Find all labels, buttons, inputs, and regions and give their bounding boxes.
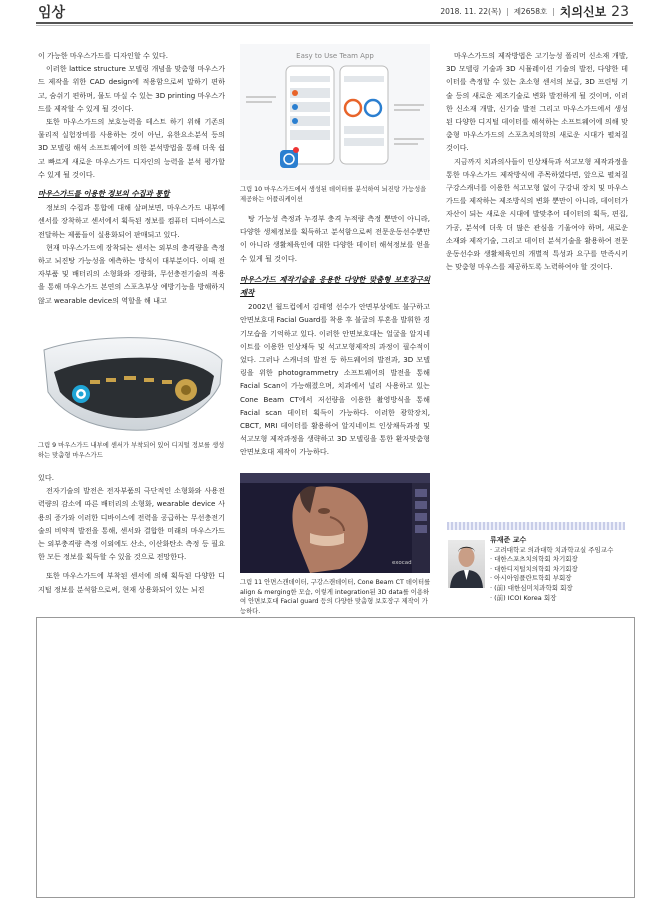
section-title: 임상 (38, 5, 66, 21)
page-number: 23 (611, 3, 629, 20)
author-credential: · (前) ICOI Korea 회장 (490, 593, 557, 602)
masthead (440, 3, 629, 20)
author-divider (447, 522, 625, 530)
app-title: Easy to Use Team App (296, 52, 374, 60)
separator: | (552, 7, 555, 16)
author-credential: · (前) 대한심미치과학회 회장 (490, 583, 573, 592)
column-3-text (446, 49, 628, 273)
author-info (490, 536, 613, 603)
paragraph: 탕 가능성 측정과 누경부 충격 누적량 측정 뿐만이 아니라, 다양한 생체정보를 획득하고 분석함으로써 전문운동선수뿐만이 아니라 생활체육인에 대한 다양한 데이터 해석정보를 얻을 수 있게 될 것이다. (240, 214, 430, 263)
author-credential: · 아시아임플란트학회 부회장 (490, 574, 572, 583)
software-logo: exocad (392, 560, 412, 566)
author-photo (448, 540, 485, 588)
figure-11-facescan-image (240, 473, 430, 573)
column-1-bottom (38, 471, 225, 596)
paragraph: 이 가능한 마우스가드를 디자인할 수 있다. (38, 51, 169, 60)
issue-number: 제2658호 (513, 7, 548, 16)
author-credential: · 고려대학교 의과대학 치과학교실 주임교수 (490, 545, 614, 554)
column-1-top (38, 49, 225, 307)
figure-10-caption: 그림 10 마우스가드에서 생성된 데이터를 분석하여 뇌진탕 가능성을 제공하는 어플리케이션 (240, 186, 427, 203)
figure-9-mouthguard-image (36, 332, 226, 434)
paragraph: 있다. (38, 473, 54, 482)
author-name: 류재준 교수 (490, 536, 527, 544)
author-credential: · 대한디지털치의학회 차기회장 (490, 564, 578, 573)
paragraph: 또한 마우스가드에 부착된 센서에 의해 획득된 다양한 디지털 정보를 분석함으로써, 현재 상용화되어 있는 뇌진 (38, 571, 225, 594)
paragraph: 2002년 월드컵에서 김태영 선수가 안면부상에도 불구하고 안면보호대 Facial Guard를 착용 후 불굴의 투혼을 발휘한 경기모습을 기억하고 있다. 이러한 안면보호대는 얼굴을 알지네이트를 이용한 인상채득 및 석고모형제작의 과정이 필수적이었다. 그러나 스캐너의 발전 등 하드웨어의 발전과, 3D 모델링을 위한 photogrammetry 소프트웨어의 발전을 통해 Facial Scan이 가능해졌으며, 치과에서 널리 사용하고 있는 Cone Beam CT에서 저선량을 이용한 촬영방식을 통해 Facial scan 데이터 획득이 가능하다. 이러한 광학장치, CBCT, MRI 데이터를 활용하여 알지네이트 인상채득과정 및 석고모형 제작과정을 생략하고 3D 모델링을 통한 환자맞춤형 안면보호대 제작이 가능하다. (240, 302, 430, 457)
paragraph: 현재 마우스가드에 장착되는 센서는 외부의 충격량을 측정하고 뇌진탕 가능성을 예측하는 방식이 대부분이다. 이때 전자부품 및 배터리의 소형화와 경량화, 무선충전기술의 적용을 통해 마우스가드 본연의 스포츠부상 예방기능을 방해하지 않고 wearable device의 역할을 해 내고 (38, 242, 225, 305)
column-2-text (240, 212, 430, 459)
figure-9-caption: 그림 9 마우스가드 내부에 센서가 부착되어 있어 디지털 정보를 생성하는 맞춤형 마우스가드 (38, 442, 225, 459)
author-credential: · 대한스포츠치의학회 차기회장 (490, 555, 578, 564)
paragraph: 지금까지 치과의사들이 인상채득과 석고모형 제작과정을 통한 마우스가드 제작방식에 주목하였다면, 앞으로 펼쳐질 구강스캐너를 이용한 석고모형 없이 구강내 장치 및 마우스가드를 제작하는 제조방식의 변화 뿐만이 아니라, 데이터가 자산이 되는 새로운 시대에 발맞추어 데이터의 획득, 편집, 가공, 분석에 더욱 더 많은 관심을 기울여야 하며, 새로운 소재와 제작기술, 그리고 데이터 분석기술을 활용하여 전문운동선수와 생활체육인의 개별적 특성과 요구를 만족시키는 맞춤형 마우스를 제공하도록 노력하여야 할 것이다. (446, 156, 628, 272)
figure-11-caption: 그림 11 안면스캔데이터, 구강스캔데이터, Cone Beam CT 데이터를 align & merging한 모습, 이렇게 integration된 3D data를 이용하여 안면보호대 Facial guard 등의 다양한 맞춤형 보호장구 제작이 가능하다. (240, 579, 431, 615)
paragraph: 이러한 lattice structure 모델링 개념을 맞춤형 마우스가드 제작을 위한 CAD design에 적용함으로써 말하기 편하고, 숨쉬기 편하며, 물도 마실 수 있는 3D printing 마우스가드를 제작할 수 있게 될 것이다. (38, 64, 225, 113)
header-rule (36, 22, 633, 24)
paragraph: 정보의 수집과 통합에 대해 살펴보면, 마우스가드 내부에 센서를 장착하고 센서에서 획득된 정보를 컴퓨터 디바이스로 전달하는 제품들이 실용화되어 판매되고 있다. (38, 203, 225, 239)
issue-date: 2018. 11. 22(목) (440, 7, 502, 16)
subheading: 마우스가드 제작기술을 응용한 다양한 맞춤형 보호장구의 제작 (240, 274, 430, 298)
header-rule-thin (36, 25, 633, 26)
advertisement-frame (36, 617, 635, 898)
newspaper-logo: 치의신보 (559, 5, 607, 19)
separator: | (506, 7, 509, 16)
subheading: 마우스가드를 이용한 정보의 수집과 통합 (38, 189, 170, 199)
paragraph: 전자기술의 발전은 전자부품의 극단적인 소형화와 사용전력량의 감소에 따른 배터리의 소형화, wearable device 사용의 증가와 이러한 디바이스에 전력을 공급하는 무선충전기술의 비약적 발전을 통해, 센서와 결합한 미래의 마우스가드는 외부충격량 측정 이외에도 산소, 이산화탄소 측정 등 필요한 모든 정보를 획득할 수 있을 것으로 전망한다. (38, 486, 225, 562)
paragraph: 마우스가드의 제작방법은 고기능성 폴리머 신소재 개발, 3D 모델링 기술과 3D 시뮬레이션 기술의 발전, 다양한 데이터를 측정할 수 있는 초소형 센서의 보급, 3D 프린팅 기술 등의 새로운 제조기술로 변화 발전하게 될 것이며, 이러한 신소재 개발, 신기술 발전 그리고 마우스가드에서 생성된 다양한 디지털 데이터를 해석하는 소프트웨어에 의해 맞춤형 마우스가드의 스포츠치의학의 새로운 시대가 펼쳐질 것이다. (446, 51, 628, 153)
figure-10-app-image (240, 44, 430, 180)
paragraph: 또한 마우스가드의 보호능력을 테스트 하기 위해 기존의 물리적 실험장비를 사용하는 것이 아닌, 유한요소분석 등의 3D 모델링 해석 소프트웨어에 의한 분석방법을 통해 더욱 쉽고 빠르게 새로운 마우스가드 디자인의 능력을 분석 평가할 수 있게 될 것이다. (38, 117, 225, 179)
